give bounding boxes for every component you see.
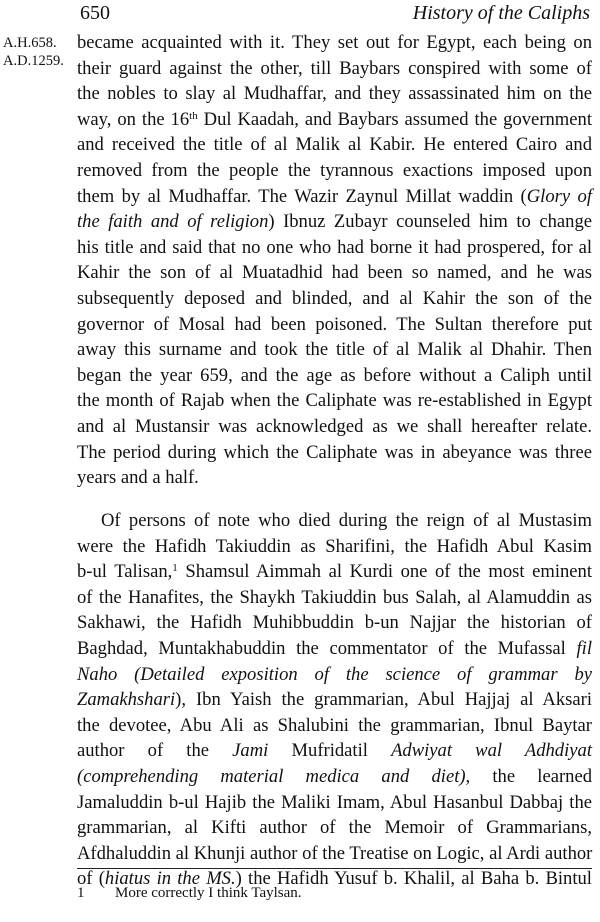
text-line — [77, 738, 592, 764]
italic-text: Naho (Detailed exposition of the science of grammar by — [77, 663, 592, 685]
text-run: way, on the 16 — [77, 108, 190, 130]
text-line: the devotee, Abu Ali as Shalubini the grammarian, Ibnul Baytar — [77, 714, 592, 736]
margin-date-ah: A.H.658. — [3, 35, 57, 51]
footnote-divider — [77, 868, 592, 869]
text-line: governor of Mosal had been poisoned. The Sultan therefore put — [77, 313, 592, 335]
text-run: author of the — [77, 740, 233, 762]
text-line: away this surname and took the title of al Malik al Dhahir. Then — [77, 339, 592, 361]
page-number: 650 — [80, 2, 110, 24]
text-line: and al Mustansir was acknowledged as we shall hereafter relate. — [77, 415, 592, 437]
text-line — [77, 662, 592, 688]
text-line: removed from the people the tyrannous exactions imposed upon — [77, 159, 592, 181]
italic-text: Zamakhshari — [77, 689, 176, 711]
text-run: Mufridatil — [268, 740, 392, 762]
italic-text: the faith and of religion — [77, 211, 269, 233]
footnote-number: 1 — [77, 885, 85, 901]
italic-text: hiatus in the MS. — [104, 868, 236, 890]
text-line: and received the title of al Malik al Kabir. He entered Cairo and — [77, 134, 592, 156]
text-line: Jamaluddin b-ul Hajib the Maliki Imam, Abul Hasanbul Dabbaj the — [77, 791, 592, 813]
text-line — [77, 764, 592, 790]
footnote-text: More correctly I think Taylsan. — [115, 885, 302, 901]
paragraph-2 — [77, 508, 592, 892]
text-run: Shamsul Aimmah al Kurdi one of the most eminent — [177, 561, 592, 583]
text-line: years and a half. — [77, 467, 199, 489]
text-line: subsequently deposed and blinded, and al Kahir the son of the — [77, 287, 592, 309]
italic-text: (comprehending material medica and diet), — [77, 765, 471, 787]
text-line: were the Hafidh Takiuddin as Sharifini, the Hafidh Abul Kasim — [77, 535, 592, 557]
italic-text: Jami — [232, 740, 269, 762]
text-line — [77, 559, 592, 585]
text-run: ), Ibn Yaish the grammarian, Abul Hajjaj al Aksari — [175, 689, 592, 711]
italic-text: Adwiyat wal Adhdiyat — [391, 740, 592, 762]
text-line: Of persons of note who died during the reign of al Mustasim — [101, 510, 592, 531]
text-line — [77, 107, 592, 133]
running-head: History of the Caliphs — [412, 2, 590, 24]
text-run: of ( — [77, 868, 105, 890]
text-run: ) Ibnuz Zubayr counseled him to change — [268, 211, 592, 233]
italic-text: fil — [576, 637, 592, 659]
text-line — [77, 636, 592, 662]
footnote-marker[interactable]: 1 — [172, 562, 178, 575]
text-line: Sakhawi, the Hafidh Muhibbuddin b-un Najjar the historian of — [77, 612, 592, 634]
text-line — [77, 184, 592, 210]
italic-text: Glory of — [526, 185, 592, 207]
text-line: their guard against the other, till Baybars conspired with some of — [77, 57, 592, 79]
ordinal-superscript: th — [189, 109, 198, 122]
text-line: became acquainted with it. They set out for Egypt, each being on — [77, 32, 592, 53]
text-line: of the Hanafites, the Shaykh Takiuddin bus Salah, al Alamuddin as — [77, 586, 592, 608]
text-run: ) the Hafidh Yusuf b. Khalil, al Baha b. Bintul — [235, 868, 592, 890]
paragraph-1 — [77, 30, 592, 491]
text-run: Baghdad, Muntakhabuddin the commentator of the Mufassal — [77, 637, 577, 659]
text-line — [77, 687, 592, 713]
margin-date-ad: A.D.1259. — [3, 53, 64, 69]
text-line: the month of Rajab when the Caliphate was re-established in Egypt — [77, 390, 592, 412]
text-line: Afdhaluddin al Khunji author of the Treatise on Logic, al Ardi author — [77, 842, 593, 864]
text-line: The period during which the Caliphate was in abeyance was three — [77, 441, 592, 463]
text-line — [77, 209, 592, 235]
text-line: began the year 659, and the age as before without a Caliph until — [77, 364, 592, 386]
text-line: grammarian, al Kifti author of the Memoir of Grammarians, — [77, 817, 592, 839]
text-run: the learned — [470, 765, 592, 787]
footnote — [77, 885, 302, 902]
text-run: Dul Kaadah, and Baybars assumed the government — [197, 108, 592, 130]
text-line: the nobles to slay al Mudhaffar, and they assassinated him on the — [77, 83, 592, 105]
margin-date-note — [3, 34, 64, 70]
text-run: them by al Mudhaffar. The Wazir Zaynul Millat waddin ( — [77, 185, 527, 207]
text-run: b-ul Talisan, — [77, 561, 173, 583]
text-line: his title and said that no one who had borne it had prospered, for al — [77, 236, 592, 258]
text-line: Kahir the son of al Muatadhid had been so named, and he was — [77, 262, 592, 284]
